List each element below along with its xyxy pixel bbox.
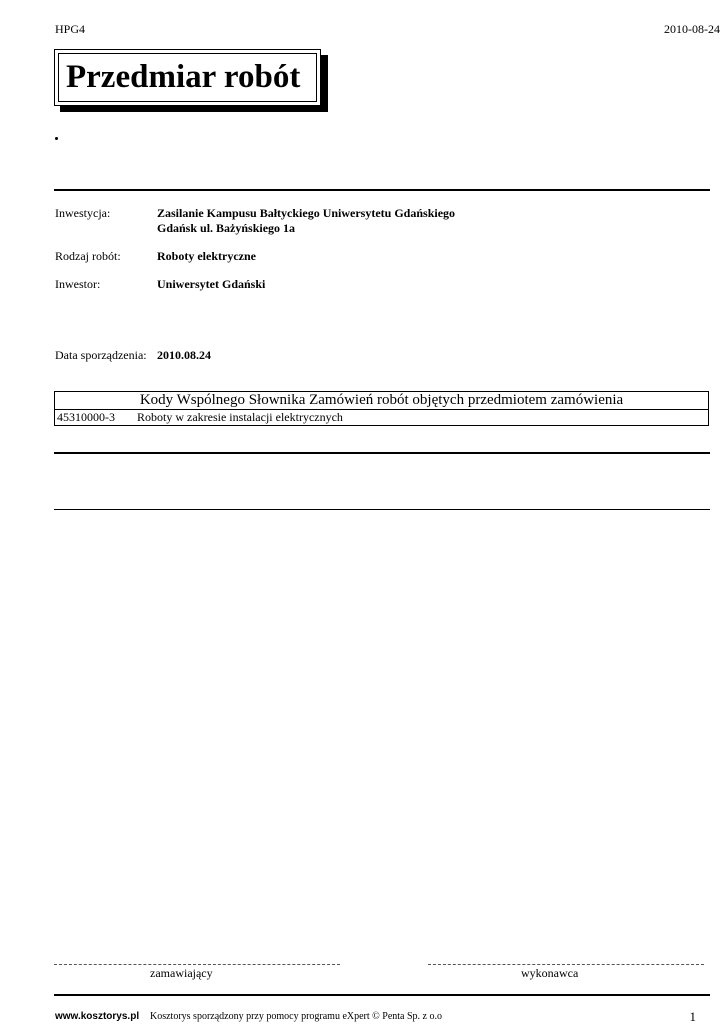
signature-label-client: zamawiający [150,966,213,980]
footer-site-link: www.kosztorys.pl [55,1011,140,1022]
investment-label: Inwestycja: [55,206,111,220]
signature-label-contractor: wykonawca [521,966,579,980]
footer-divider [54,994,710,996]
header-date: 2010-08-24 [664,22,720,36]
cpv-header-row [55,392,709,410]
cpv-code: 45310000-3 [57,410,115,424]
work-type-value: Roboty elektryczne [157,249,256,263]
bullet-dot [55,137,58,140]
date-value: 2010.08.24 [157,348,211,362]
title-box [54,49,321,106]
investment-line1: Zasilanie Kampusu Bałtyckiego Uniwersytetu Gdańskiego [157,206,456,220]
signature-line-left [54,964,340,965]
date-label: Data sporządzenia: [55,348,147,362]
divider-lower [54,509,710,510]
page-title: Przedmiar robót [66,59,301,95]
table-row [55,410,709,426]
investment-line2: Gdańsk ul. Bażyńskiego 1a [157,221,296,235]
divider-top [54,189,710,191]
footer-note: Kosztorys sporządzony przy pomocy programu eXpert © Penta Sp. z o.o [150,1011,442,1022]
work-type-label: Rodzaj robót: [55,249,121,263]
signature-line-right [428,964,704,965]
investor-label: Inwestor: [55,277,101,291]
cpv-description: Roboty w zakresie instalacji elektrycznych [137,410,343,424]
cpv-heading: Kody Wspólnego Słownika Zamówień robót objętych przedmiotem zamówienia [55,392,709,410]
investor-value: Uniwersytet Gdański [157,277,266,291]
cpv-row-cell [55,410,709,426]
cpv-table [54,391,709,426]
page-number: 1 [689,1009,696,1024]
divider-middle [54,452,710,454]
header-code: HPG4 [55,22,86,36]
